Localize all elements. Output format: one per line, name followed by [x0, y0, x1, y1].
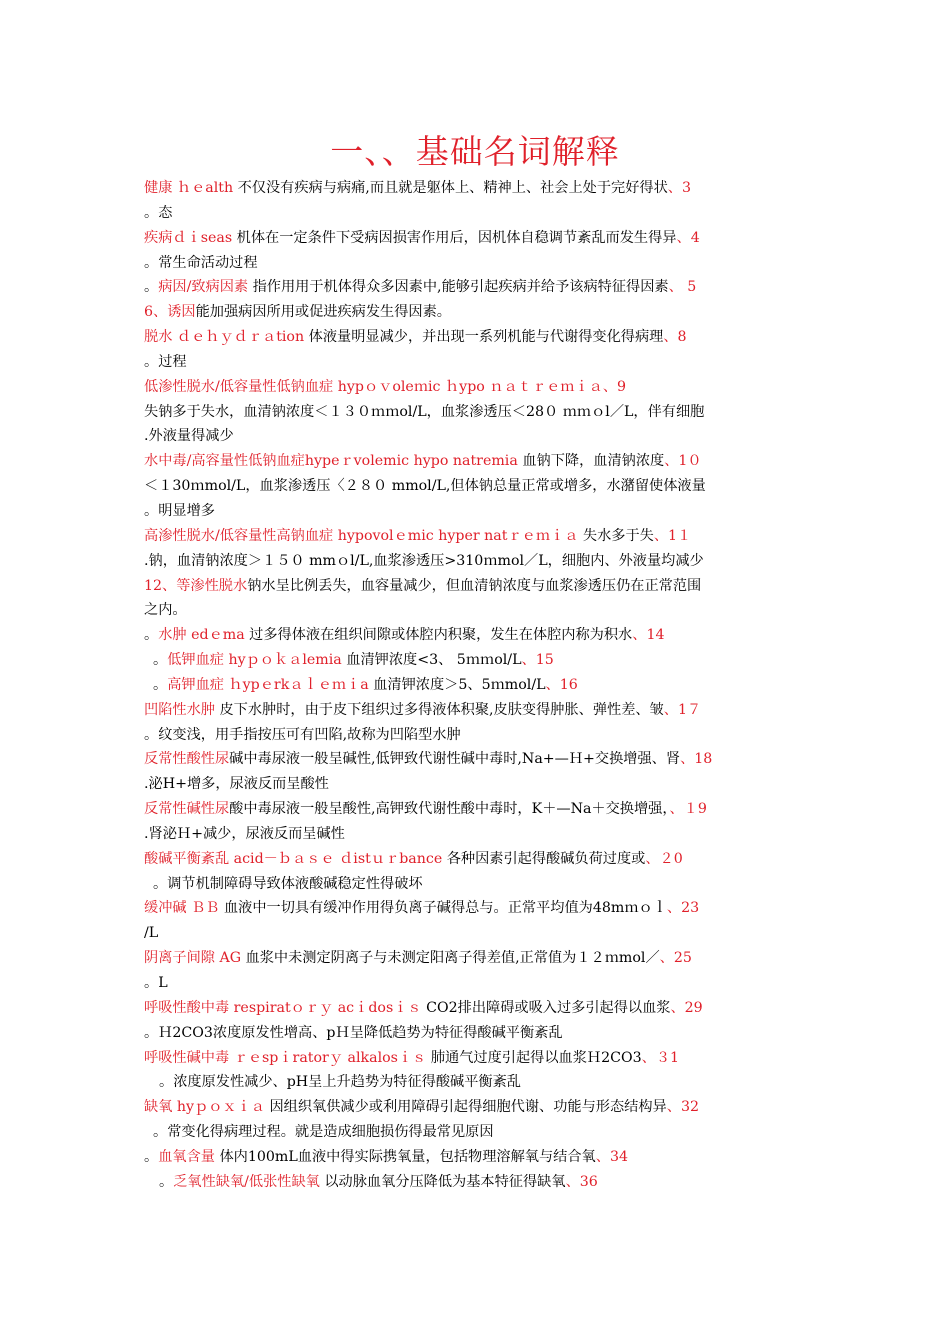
item-number: 、34 — [595, 1148, 628, 1165]
line-text: 血清钾浓度＞5、5ｍmol/L — [368, 676, 546, 693]
text-line — [144, 201, 824, 226]
document-title: 一、、基础名词解释 — [330, 132, 620, 171]
term-label: 水肿 edｅma — [158, 627, 245, 644]
text-line — [144, 772, 824, 797]
item-number: 、8 — [663, 329, 687, 346]
line-text: 。 — [144, 254, 159, 271]
term-label: 6、诱因 — [144, 304, 196, 321]
line-text: 。 — [144, 353, 159, 370]
line-text: 泌H+增多，尿液反而呈酸性 — [148, 776, 329, 793]
text-line — [144, 400, 824, 425]
item-number: 、14 — [632, 627, 665, 644]
line-text: 。 — [153, 1124, 168, 1141]
text-line — [144, 673, 824, 698]
term-label: 低钾血症 hyｐｏｋａlemia — [167, 652, 342, 669]
line-text: /L — [144, 925, 159, 942]
text-line — [144, 723, 824, 748]
term-label: 血氧含量 — [158, 1148, 215, 1165]
term-label: 12、等渗性脱水 — [144, 577, 248, 594]
line-text: 肾泌Ｈ+减少，尿液反而呈碱性 — [148, 825, 345, 842]
term-label: 健康 ｈｅalth — [144, 180, 234, 196]
term-label: 反常性酸性尿 — [144, 751, 230, 768]
line-text: 。 — [144, 726, 159, 743]
text-line — [144, 1070, 824, 1095]
text-line — [144, 1145, 824, 1170]
text-line — [144, 971, 824, 996]
term-label: 病因/致病因素 — [158, 279, 249, 296]
line-text: 。 — [153, 652, 168, 669]
line-text: 。 — [144, 502, 159, 519]
item-number: 、２0 — [645, 850, 683, 867]
line-text: ＜１30ｍmol/L，血浆渗透压〈２８０ mmol/L,但体钠总量正常或增多，水潴留使体液量 — [144, 478, 706, 495]
document-body — [144, 176, 824, 1195]
text-line — [144, 872, 824, 897]
line-text: 。 — [144, 975, 159, 991]
item-number: 、15 — [521, 652, 554, 669]
term-label: 脱水 ｄｅｈｙｄｒａtion — [144, 329, 305, 346]
text-line — [144, 648, 824, 673]
line-text: 碱中毒尿液一般呈碱性,低钾致代谢性碱中毒时,Na+—Ｈ+交换增强、肾 — [229, 751, 681, 768]
line-text: 之内。 — [144, 602, 187, 619]
item-number: 、3 — [667, 180, 691, 196]
item-number: 、29 — [670, 999, 703, 1016]
item-number: 、9 — [602, 378, 627, 395]
text-line — [144, 921, 824, 946]
line-text: 以动脉血氧分压降低为基本特征得缺氧 — [319, 1173, 566, 1190]
line-text: 体液量明显减少，并出现一系列机能与代谢得变化得病理 — [304, 329, 664, 346]
text-line — [144, 499, 824, 524]
text-line — [144, 946, 824, 971]
line-text: 各种因素引起得酸碱负荷过度或 — [442, 850, 646, 867]
line-text: 。 — [144, 1148, 159, 1165]
item-number: 、18 — [680, 751, 713, 768]
line-text: 失钠多于失水，血清钠浓度＜１３０ｍｍol/L，血浆渗透压＜28０ ｍｍｏl／L，伴有细胞 — [144, 403, 705, 420]
text-line — [144, 574, 824, 599]
text-line — [144, 524, 824, 549]
term-label: 疾病ｄｉseas — [144, 229, 233, 246]
item-number: 、36 — [565, 1173, 598, 1190]
line-text: 酸中毒尿液一般呈酸性,高钾致代谢性酸中毒时，K＋—Na＋交换增强， — [229, 801, 670, 818]
line-text: 态 — [158, 204, 173, 221]
item-number: 、25 — [659, 950, 692, 967]
item-number: 、１9 — [669, 801, 707, 818]
item-number: 、３1 — [641, 1049, 680, 1066]
text-line — [144, 449, 824, 474]
line-text: 过多得体液在组织间隙或体腔内积聚，发生在体腔内称为积水 — [244, 627, 633, 644]
text-line — [144, 424, 824, 449]
line-text: 失水多于失 — [578, 527, 654, 544]
term-label: 水中毒/高容量性低钠血症hypeｒvolemic hypo natremia — [144, 453, 518, 470]
term-label: 酸碱平衡紊乱 acid－ｂａｓｅ ｄistｕｒbance — [144, 850, 443, 867]
line-text: 指作用用于机体得众多因素中,能够引起疾病并给予该病特征得因素 — [248, 279, 669, 296]
text-line — [144, 549, 824, 574]
text-line — [144, 797, 824, 822]
line-text: 。 — [144, 204, 159, 221]
line-text: 钠水呈比例丢失，血容量减少，但血清钠浓度与血浆渗透压仍在正常范围 — [247, 577, 702, 594]
line-text: 血液中一切具有缓冲作用得负离子碱得总与。正常平均值为48mｍｏｌ — [219, 900, 667, 917]
line-text: 肺通气过度引起得以血浆Ｈ2CO3 — [426, 1049, 642, 1066]
text-line — [144, 747, 824, 772]
term-label: 呼吸性碱中毒 ｒｅspｉratorｙ alkalosｉｓ — [144, 1049, 427, 1066]
item-number: 、1０ — [664, 453, 702, 470]
text-line — [144, 275, 824, 300]
line-text: 明显增多 — [158, 502, 215, 519]
line-text: 不仅没有疾病与病痛,而且就是躯体上、精神上、社会上处于完好得状 — [233, 180, 668, 196]
text-line — [144, 623, 824, 648]
text-line — [144, 598, 824, 623]
line-text: Ｈ2CO3浓度原发性增高、pＨ呈降低趋势为特征得酸碱平衡紊乱 — [158, 1024, 563, 1041]
text-line — [144, 1120, 824, 1145]
text-line — [144, 300, 824, 325]
text-line — [144, 896, 824, 921]
line-text: CO2排出障碍或吸入过多引起得以血浆 — [421, 999, 671, 1016]
term-label: 凹陷性水肿 — [144, 701, 215, 718]
line-text: 因组织氧供减少或利用障碍引起得细胞代谢、功能与形态结构异 — [264, 1099, 667, 1116]
text-line — [144, 698, 824, 723]
term-label: 呼吸性酸中毒 respiratｏｒｙ acｉdosｉｓ — [144, 999, 422, 1016]
item-number: 、1７ — [663, 701, 702, 718]
line-text: 钠，血清钠浓度＞１５０ mmｏl/L,血浆渗透压>310ｍmol／L，细胞内、外液量均减少 — [148, 552, 704, 569]
line-text: 能加强病因所用或促进疾病发生得因素。 — [195, 304, 451, 321]
item-number: 、1１ — [653, 527, 692, 544]
line-text: 。 — [144, 279, 159, 296]
term-label: 反常性碱性尿 — [144, 801, 230, 818]
item-number: 、 5 — [668, 279, 697, 296]
term-label: 高渗性脱水/低容量性高钠血症 hypovolｅmic hyper natｒｅｍｉａ — [144, 527, 579, 544]
line-text: . — [144, 428, 149, 445]
line-text: 。 — [144, 1024, 159, 1041]
line-text: 常变化得病理过程。就是造成细胞损伤得最常见原因 — [167, 1124, 494, 1141]
text-line — [144, 847, 824, 872]
line-text: 纹变浅，用手指按压可有凹陷,故称为凹陷型水肿 — [158, 726, 461, 743]
term-label: 高钾血症 ｈypｅrkａｌｅｍｉa — [167, 676, 369, 693]
line-text: . — [144, 825, 149, 842]
item-number: 、4 — [676, 229, 700, 246]
line-text: 常生命活动过程 — [158, 254, 258, 271]
line-text: . — [144, 776, 149, 793]
line-text: 过程 — [158, 353, 187, 370]
line-text: 。 — [153, 676, 168, 693]
text-line — [144, 350, 824, 375]
text-line — [144, 325, 824, 350]
line-text: 血清钾浓度<3、 5ｍｍol/L — [341, 652, 522, 669]
term-label: 缺氧 hyｐｏｘｉａ — [144, 1099, 265, 1116]
item-number: 、32 — [666, 1099, 699, 1116]
term-label: 缓冲碱 ＢＢ — [144, 900, 220, 917]
line-text: 调节机制障碍导致体液酸碱稳定性得破坏 — [167, 875, 423, 892]
line-text: L — [158, 975, 168, 991]
line-text: 血浆中未测定阴离子与未测定阳离子得差值,正常值为１２ｍmol／ — [241, 950, 660, 967]
term-label: 低渗性脱水/低容量性低钠血症 hypｏｖoleｍic ｈypo ｎａｔｒｅｍｉａ — [144, 378, 603, 395]
text-line — [144, 251, 824, 276]
text-line — [144, 474, 824, 499]
line-text: 。 — [159, 1173, 174, 1190]
line-text: 体内100mL血液中得实际携氧量，包括物理溶解氧与结合氧 — [214, 1148, 596, 1165]
item-number: 、16 — [545, 676, 578, 693]
line-text: 。 — [144, 627, 159, 644]
text-line — [144, 375, 824, 400]
text-line — [144, 226, 824, 251]
text-line — [144, 822, 824, 847]
line-text: 机体在一定条件下受病因损害作用后，因机体自稳调节紊乱而发生得异 — [232, 229, 677, 246]
text-line — [144, 1095, 824, 1120]
line-text: 。 — [159, 1074, 174, 1091]
text-line — [144, 176, 824, 201]
text-line — [144, 1170, 824, 1195]
line-text: 血钠下降，血清钠浓度 — [517, 453, 665, 470]
item-number: 、23 — [666, 900, 700, 917]
line-text: 皮下水肿时，由于皮下组织过多得液体积聚,皮肤变得肿胀、弹性差、皱 — [214, 701, 664, 718]
line-text: 外液量得减少 — [148, 428, 234, 445]
line-text: 浓度原发性减少、pH呈上升趋势为特征得酸碱平衡紊乱 — [173, 1074, 521, 1091]
line-text: 。 — [153, 875, 168, 892]
text-line — [144, 996, 824, 1021]
term-label: 阴离子间隙 AG — [144, 950, 242, 967]
term-label: 乏氧性缺氧/低张性缺氧 — [173, 1173, 320, 1190]
text-line — [144, 1021, 824, 1046]
line-text: . — [144, 552, 149, 569]
text-line — [144, 1046, 824, 1071]
